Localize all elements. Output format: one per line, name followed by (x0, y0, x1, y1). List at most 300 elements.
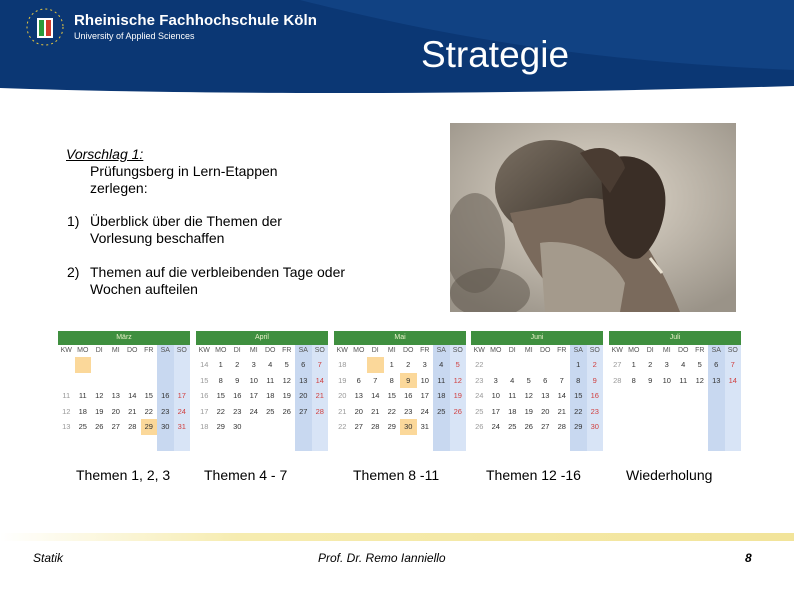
calendar-day: 19 (95, 406, 104, 416)
proposal-description: Prüfungsberg in Lern-Etappen zerlegen: (90, 163, 278, 196)
calendar-day: 7 (373, 375, 378, 385)
calendar-day: 26 (524, 422, 533, 431)
calendar-day: 30 (590, 422, 599, 431)
page-number: 8 (745, 551, 752, 565)
calendar-day (433, 419, 450, 435)
calendar-week-number: 12 (62, 406, 71, 416)
calendar-day (141, 373, 158, 389)
calendar-day: 30 (161, 422, 170, 431)
calendar-day: 24 (491, 422, 500, 431)
calendar-week-number (58, 373, 75, 389)
calendar-day: 11 (508, 391, 517, 400)
calendar-column (124, 345, 141, 451)
calendar-day: 29 (216, 422, 225, 431)
calendar-day: 9 (648, 375, 653, 385)
calendar-week-number: 13 (62, 422, 71, 431)
calendar-month (334, 331, 466, 451)
calendar-day (75, 373, 92, 389)
calendar-week-number: 16 (200, 391, 209, 400)
calendar-day (659, 388, 676, 404)
calendar-day: 9 (592, 375, 597, 385)
calendar-day: 6 (714, 360, 719, 369)
calendar-day: 2 (406, 360, 411, 369)
footer-author: Prof. Dr. Remo Ianniello (318, 551, 446, 565)
calendar-weekday-header: MI (662, 347, 671, 354)
calendar-day: 16 (590, 391, 599, 400)
calendar-weekday-header: KW (336, 347, 348, 354)
calendar-day: 20 (111, 406, 120, 416)
calendar-day: 1 (218, 360, 223, 369)
calendar-column (334, 345, 351, 451)
calendar-week-number: 17 (200, 406, 209, 416)
calendar-day: 14 (557, 391, 566, 400)
calendar-week-number: 23 (475, 375, 484, 385)
calendar-day (124, 373, 141, 389)
calendar-weekday-header: DI (646, 347, 654, 354)
calendar-day: 6 (356, 375, 361, 385)
calendar-day (504, 357, 521, 373)
calendar-day: 13 (299, 375, 308, 385)
calendar-weekday-header: FR (695, 347, 705, 354)
calendar-day: 10 (420, 375, 429, 385)
calendar-day: 17 (249, 391, 258, 400)
calendar-week-number: 24 (475, 391, 484, 400)
calendar-weekday-header: SO (727, 347, 738, 354)
calendar-weekday-header: MI (524, 347, 533, 354)
calendar-day (626, 404, 643, 420)
calendar-column (108, 345, 125, 451)
calendar-day (108, 373, 125, 389)
calendar-column (587, 345, 604, 451)
calendar-day (141, 357, 158, 373)
calendar-day: 28 (371, 422, 380, 431)
calendar-column (471, 345, 488, 451)
calendar-day: 21 (371, 406, 380, 416)
calendar-column (58, 345, 75, 451)
calendar-week-number: 25 (475, 406, 484, 416)
university-logo-icon (22, 6, 68, 48)
calendar-week-number: 11 (62, 391, 71, 400)
calendar-column (554, 345, 571, 451)
calendar-day: 7 (559, 375, 564, 385)
step-text: Themen auf die verbleibenden Tage oder Wochen aufteilen (90, 264, 346, 297)
calendar-day: 13 (712, 375, 721, 385)
step-text: Überblick über die Themen der Vorlesung beschaffen (90, 213, 282, 246)
calendar-column (400, 345, 417, 451)
calendar-day: 19 (453, 391, 462, 400)
calendar-day: 26 (95, 422, 104, 431)
calendar-day: 15 (387, 391, 396, 400)
calendar-column (196, 345, 213, 451)
calendar-day (692, 419, 709, 435)
calendar-day: 31 (420, 422, 429, 431)
calendar-column (708, 345, 725, 451)
calendar-column (141, 345, 158, 451)
calendar-day: 25 (508, 422, 517, 431)
calendar-day: 17 (177, 391, 186, 400)
calendar-column (626, 345, 643, 451)
calendar-day (692, 404, 709, 420)
calendar-day: 11 (78, 391, 87, 400)
calendar-column (725, 345, 742, 451)
calendar-weekday-header: DI (233, 347, 241, 354)
calendar-month (609, 331, 741, 451)
calendar-column (609, 345, 626, 451)
calendar-day: 13 (354, 391, 363, 400)
calendar-weekday-header: DO (678, 347, 689, 354)
calendar-day: 11 (679, 375, 688, 385)
calendar-column (642, 345, 659, 451)
calendar-week-number: 20 (338, 391, 347, 400)
calendar-weekday-header: MI (111, 347, 120, 354)
calendar-day: 15 (216, 391, 225, 400)
calendar-column (351, 345, 368, 451)
calendar-day (642, 404, 659, 420)
calendar-day: 30 (400, 419, 417, 435)
calendar-day: 6 (543, 375, 548, 385)
calendar-day (626, 419, 643, 435)
topic-caption: Themen 8 -11 (353, 467, 440, 483)
calendar-day: 28 (128, 422, 137, 431)
calendar-day: 25 (78, 422, 87, 431)
calendar-day (708, 388, 725, 404)
calendar-day (351, 357, 368, 373)
header-band (0, 0, 794, 93)
calendar-column (659, 345, 676, 451)
calendar-weekday-header: SA (160, 347, 170, 354)
institution-name: Rheinische Fachhochschule Köln (74, 12, 318, 29)
calendar-day: 15 (144, 391, 153, 400)
calendar-day: 12 (524, 391, 533, 400)
calendar-day: 1 (389, 360, 394, 369)
calendar-week-number: 14 (200, 360, 209, 369)
calendar-day: 19 (282, 391, 291, 400)
calendar-day (174, 373, 191, 389)
calendar-day: 24 (420, 406, 429, 416)
calendar-day: 4 (439, 360, 444, 369)
step-number: 2) (67, 264, 80, 280)
calendar-weekday-header: DO (265, 347, 276, 354)
calendar-day: 22 (144, 406, 153, 416)
calendar-day (659, 419, 676, 435)
calendar-day: 16 (233, 391, 242, 400)
calendar-week-number (609, 419, 626, 435)
calendar-day: 24 (177, 406, 186, 416)
calendar-day (659, 404, 676, 420)
calendar-day (450, 419, 467, 435)
calendar-day: 10 (491, 391, 500, 400)
calendar-day (725, 419, 742, 435)
calendar-day: 7 (730, 360, 735, 369)
calendar-weekday-header: KW (60, 347, 72, 354)
calendar-month (196, 331, 328, 451)
calendar-day: 17 (420, 391, 429, 400)
calendar-week-number: 22 (475, 360, 484, 369)
calendar-weekday-header: FR (557, 347, 567, 354)
calendar-weekday-header: MO (353, 347, 365, 354)
calendar-day: 27 (111, 422, 120, 431)
calendar-week-number: 28 (613, 375, 622, 385)
calendar-day (725, 388, 742, 404)
calendar-weekday-header: MO (490, 347, 502, 354)
calendar-day (157, 357, 174, 373)
calendar-weekday-header: MI (249, 347, 258, 354)
calendar-day: 8 (218, 375, 223, 385)
calendar-day (91, 357, 108, 373)
calendar-column (384, 345, 401, 451)
calendar-month (58, 331, 190, 451)
calendar-column (229, 345, 246, 451)
calendar-column (570, 345, 587, 451)
calendar-weekday-header: SO (589, 347, 600, 354)
calendar-day (708, 419, 725, 435)
calendar-month-title: Mai (334, 331, 466, 345)
calendar-week-number: 15 (200, 375, 209, 385)
calendar-day (554, 357, 571, 373)
calendar-day: 27 (541, 422, 550, 431)
calendar-day: 19 (524, 406, 533, 416)
calendar-weekday-header: MO (77, 347, 89, 354)
calendar-day: 5 (455, 360, 460, 369)
calendar-week-number: 18 (338, 360, 347, 369)
calendar-day: 18 (437, 391, 446, 400)
calendar-day: 23 (404, 406, 413, 416)
calendar-day: 8 (631, 375, 636, 385)
calendar-day: 8 (389, 375, 394, 385)
calendar-day: 12 (282, 375, 291, 385)
calendar-day: 17 (491, 406, 500, 416)
calendar-day (124, 357, 141, 373)
calendar-day (626, 388, 643, 404)
institution-subtitle: University of Applied Sciences (74, 31, 195, 41)
calendar-day: 28 (315, 406, 324, 416)
calendar-day (488, 357, 505, 373)
calendar-day: 18 (78, 406, 87, 416)
calendar-day: 12 (695, 375, 704, 385)
calendar-day: 25 (437, 406, 446, 416)
calendar-day: 10 (249, 375, 258, 385)
calendar-month-title: Juni (471, 331, 603, 345)
calendar-week-number: 27 (613, 360, 622, 369)
calendar-column (157, 345, 174, 451)
calendar-day: 20 (299, 391, 308, 400)
footer-band (0, 533, 794, 541)
calendar-column (488, 345, 505, 451)
calendar-day: 23 (161, 406, 170, 416)
calendar-month-title: April (196, 331, 328, 345)
calendar-weekday-header: SA (298, 347, 308, 354)
calendar-day (91, 373, 108, 389)
calendar-day: 4 (268, 360, 273, 369)
topic-caption: Themen 4 - 7 (204, 467, 288, 483)
calendar-weekday-header: DI (95, 347, 103, 354)
calendar-day: 15 (574, 391, 583, 400)
calendar-month-title: Juli (609, 331, 741, 345)
calendar-day: 28 (557, 422, 566, 431)
calendar-weekday-header: DO (127, 347, 138, 354)
man-carrying-rock-photo (450, 123, 736, 312)
calendar-day: 14 (728, 375, 737, 385)
calendar-column (450, 345, 467, 451)
calendar-day: 11 (437, 375, 446, 385)
calendar-column (521, 345, 538, 451)
calendar-day: 18 (266, 391, 275, 400)
calendar-day: 26 (282, 406, 291, 416)
calendar-day: 13 (111, 391, 120, 400)
calendar-weekday-header: FR (144, 347, 154, 354)
calendar-week-number (609, 404, 626, 420)
topic-caption: Themen 12 -16 (486, 467, 581, 483)
step-number: 1) (67, 213, 80, 229)
calendar-day: 3 (422, 360, 427, 369)
calendar-day: 10 (662, 375, 671, 385)
calendar-weekday-header: DO (403, 347, 414, 354)
calendar-week-number: 19 (338, 375, 347, 385)
calendar-day: 20 (354, 406, 363, 416)
calendar-day (642, 388, 659, 404)
calendar-week-number (58, 357, 75, 373)
calendar-day: 30 (233, 422, 242, 431)
calendar-day: 2 (235, 360, 240, 369)
calendar-day (675, 419, 692, 435)
topic-caption: Wiederholung (626, 467, 713, 483)
calendar-day (157, 373, 174, 389)
calendar-day: 4 (681, 360, 686, 369)
calendar-day: 21 (128, 406, 137, 416)
calendar-weekday-header: SO (452, 347, 463, 354)
calendar-column (692, 345, 709, 451)
calendar-day (279, 419, 296, 435)
calendar-day: 13 (541, 391, 550, 400)
calendar-column (367, 345, 384, 451)
calendar-day: 6 (301, 360, 306, 369)
calendar-weekday-header: DO (540, 347, 551, 354)
calendar-week-number: 18 (200, 422, 209, 431)
calendar-day: 3 (664, 360, 669, 369)
calendar-day: 7 (317, 360, 322, 369)
calendar-day (312, 419, 329, 435)
calendar-day: 9 (235, 375, 240, 385)
calendar-day: 5 (526, 375, 531, 385)
calendar-day: 31 (177, 422, 186, 431)
calendar-column (312, 345, 329, 451)
calendar-day: 5 (697, 360, 702, 369)
calendar-day (367, 357, 384, 373)
calendar-week-number: 21 (338, 406, 347, 416)
calendar-column (75, 345, 92, 451)
calendar-weekday-header: SA (436, 347, 446, 354)
calendar-day (75, 357, 92, 373)
calendar-column (279, 345, 296, 451)
calendar-day (246, 419, 263, 435)
calendar-day: 2 (592, 360, 597, 369)
calendar-day: 29 (574, 422, 583, 431)
calendar-day: 21 (557, 406, 566, 416)
calendar-day: 27 (354, 422, 363, 431)
calendar-day: 22 (574, 406, 583, 416)
calendar-day (725, 404, 742, 420)
calendar-day: 22 (216, 406, 225, 416)
calendar-day (692, 388, 709, 404)
calendar-column (295, 345, 312, 451)
calendar-weekday-header: KW (198, 347, 210, 354)
calendar-day (675, 388, 692, 404)
calendar-day (521, 357, 538, 373)
calendar-weekday-header: MO (628, 347, 640, 354)
calendar-day (537, 357, 554, 373)
calendar-weekday-header: FR (282, 347, 292, 354)
calendar-day: 20 (541, 406, 550, 416)
calendar-day: 29 (387, 422, 396, 431)
calendar-column (262, 345, 279, 451)
calendar-day: 14 (371, 391, 380, 400)
calendar-day: 11 (266, 375, 275, 385)
calendar-day: 27 (299, 406, 308, 416)
calendar-day (708, 404, 725, 420)
calendar-day: 9 (400, 373, 417, 389)
calendar-column (433, 345, 450, 451)
calendar-day: 16 (404, 391, 413, 400)
calendar-weekday-header: SO (176, 347, 187, 354)
calendar-day: 5 (284, 360, 289, 369)
calendar-column (213, 345, 230, 451)
calendar-day (675, 404, 692, 420)
calendar-day: 12 (95, 391, 104, 400)
calendar-day: 4 (510, 375, 515, 385)
calendar-day: 22 (387, 406, 396, 416)
calendar-weekday-header: DI (508, 347, 516, 354)
calendar-weekday-header: KW (611, 347, 623, 354)
topic-caption: Themen 1, 2, 3 (76, 467, 171, 483)
calendar-weekday-header: SA (711, 347, 721, 354)
calendar-column (417, 345, 434, 451)
calendar-day: 24 (249, 406, 258, 416)
calendar-week-number: 26 (475, 422, 484, 431)
calendar-day: 18 (508, 406, 517, 416)
calendar-month (471, 331, 603, 451)
calendar-day: 3 (493, 375, 498, 385)
calendar-day: 29 (141, 419, 158, 435)
calendar-day: 23 (590, 406, 599, 416)
calendar-day: 2 (648, 360, 653, 369)
calendar-day (174, 357, 191, 373)
calendar-day: 12 (453, 375, 462, 385)
footer-course: Statik (33, 551, 64, 565)
calendar-column (537, 345, 554, 451)
calendar-weekday-header: MO (215, 347, 227, 354)
calendar-column (91, 345, 108, 451)
calendar-column (246, 345, 263, 451)
calendar-weekday-header: FR (420, 347, 430, 354)
calendar-day: 1 (631, 360, 636, 369)
calendar-day: 23 (233, 406, 242, 416)
calendar-weekday-header: MI (387, 347, 396, 354)
calendar-day: 14 (315, 375, 324, 385)
calendar-weekday-header: KW (473, 347, 485, 354)
calendar-week-number: 22 (338, 422, 347, 431)
calendar-week-number (609, 388, 626, 404)
calendar-column (675, 345, 692, 451)
calendar-day (262, 419, 279, 435)
calendar-day (108, 357, 125, 373)
calendar-weekday-header: DI (371, 347, 379, 354)
calendar-weekday-header: SO (314, 347, 325, 354)
calendar-day: 1 (576, 360, 581, 369)
slide-title: Strategie (420, 34, 570, 75)
calendar-column (174, 345, 191, 451)
calendar-day: 14 (128, 391, 137, 400)
calendar-day: 16 (161, 391, 170, 400)
